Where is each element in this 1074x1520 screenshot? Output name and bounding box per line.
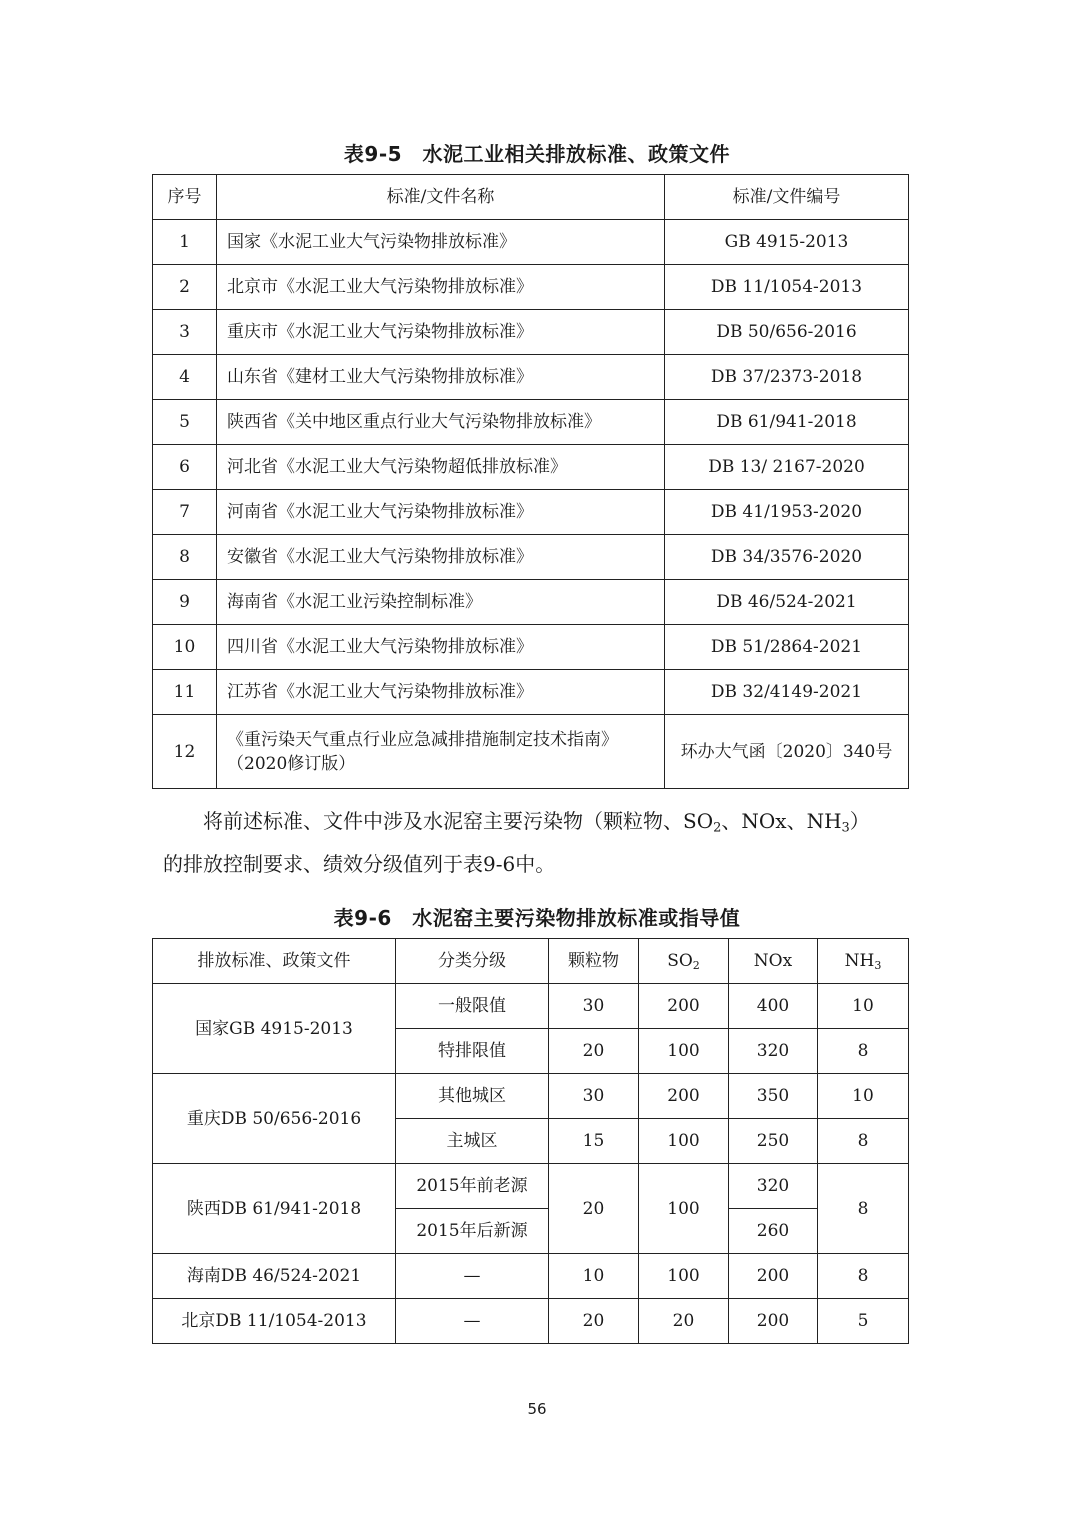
cell-name: 山东省《建材工业大气污染物排放标准》 [217, 355, 665, 400]
table-row-12 [153, 715, 909, 789]
cell-pm: 20 [549, 1164, 639, 1254]
cell-class: 2015年后新源 [396, 1209, 549, 1254]
cell-no: 4 [153, 355, 217, 400]
cell-nh3: 10 [818, 984, 909, 1029]
table-row [153, 535, 909, 580]
cell-so2: 200 [639, 1074, 729, 1119]
table-9-5-caption: 表9-5 水泥工业相关排放标准、政策文件 [343, 142, 731, 166]
cell-so2: 100 [639, 1164, 729, 1254]
cell-doc: 海南DB 46/524-2021 [153, 1254, 396, 1299]
cell-nh3: 8 [818, 1164, 909, 1254]
cell-nox: 320 [729, 1029, 818, 1074]
header-nox: NOx [729, 939, 818, 984]
cell-nox: 200 [729, 1299, 818, 1344]
table-row [153, 1299, 909, 1344]
cell-name: 国家《水泥工业大气污染物排放标准》 [217, 220, 665, 265]
cell-pm: 30 [549, 1074, 639, 1119]
cell-so2: 100 [639, 1029, 729, 1074]
cell-code: DB 11/1054-2013 [665, 265, 909, 310]
cell-nh3: 8 [818, 1029, 909, 1074]
cell-class: — [396, 1254, 549, 1299]
cell-no: 6 [153, 445, 217, 490]
table-row [153, 220, 909, 265]
table-9-6-caption: 表9-6 水泥窑主要污染物排放标准或指导值 [333, 906, 741, 930]
cell-no: 10 [153, 625, 217, 670]
para-text-c: ） [849, 809, 870, 833]
table-row [153, 355, 909, 400]
cell-pm: 15 [549, 1119, 639, 1164]
table-row [153, 310, 909, 355]
cell-no: 9 [153, 580, 217, 625]
table-row [153, 265, 909, 310]
cell-class: 其他城区 [396, 1074, 549, 1119]
header-nh3: $NH_3$ [818, 939, 909, 984]
cell-no: 5 [153, 400, 217, 445]
cell-nox: 350 [729, 1074, 818, 1119]
page-number: 56 [527, 1400, 547, 1418]
cell-code: DB 61/941-2018 [665, 400, 909, 445]
cell-class: 2015年前老源 [396, 1164, 549, 1209]
table-row [153, 1164, 909, 1209]
cell-so2: 100 [639, 1119, 729, 1164]
cell-code: DB 37/2373-2018 [665, 355, 909, 400]
table-row [153, 490, 909, 535]
cell-nox: 250 [729, 1119, 818, 1164]
cell-name-line1: 《重污染天气重点行业应急减排措施制定技术指南》 [227, 729, 618, 750]
cell-no: 8 [153, 535, 217, 580]
table-row [153, 1074, 909, 1119]
table-row [153, 400, 909, 445]
cell-nox: 260 [729, 1209, 818, 1254]
table-row [153, 670, 909, 715]
table-row [153, 625, 909, 670]
header-code: 标准/文件编号 [665, 175, 909, 220]
cell-no: 1 [153, 220, 217, 265]
paragraph-line-2: 的排放控制要求、绩效分级值列于表9-6中。 [163, 852, 556, 876]
table-row [153, 984, 909, 1029]
cell-nh3: 10 [818, 1074, 909, 1119]
header-class: 分类分级 [396, 939, 549, 984]
header-name: 标准/文件名称 [217, 175, 665, 220]
cell-name-line2: （2020修订版） [227, 753, 356, 774]
cell-pm: 30 [549, 984, 639, 1029]
cell-pm: 20 [549, 1299, 639, 1344]
para-sub-nh3: 3 [841, 820, 850, 836]
header-no: 序号 [153, 175, 217, 220]
cell-doc: 陕西DB 61/941-2018 [153, 1164, 396, 1254]
table-row [153, 445, 909, 490]
cell-name: 重庆市《水泥工业大气污染物排放标准》 [217, 310, 665, 355]
cell-nox: 320 [729, 1164, 818, 1209]
cell-code: DB 51/2864-2021 [665, 625, 909, 670]
cell-code: DB 50/656-2016 [665, 310, 909, 355]
cell-name: 河南省《水泥工业大气污染物排放标准》 [217, 490, 665, 535]
cell-code: DB 34/3576-2020 [665, 535, 909, 580]
cell-name [217, 715, 665, 789]
cell-code: GB 4915-2013 [665, 220, 909, 265]
cell-code: DB 13/ 2167-2020 [665, 445, 909, 490]
cell-nh3: 5 [818, 1299, 909, 1344]
cell-name: 四川省《水泥工业大气污染物排放标准》 [217, 625, 665, 670]
cell-no: 2 [153, 265, 217, 310]
cell-name: 河北省《水泥工业大气污染物超低排放标准》 [217, 445, 665, 490]
cell-so2: 20 [639, 1299, 729, 1344]
cell-doc: 北京DB 11/1054-2013 [153, 1299, 396, 1344]
cell-nh3: 8 [818, 1254, 909, 1299]
emission-limits-table [152, 938, 909, 1344]
standards-table [152, 174, 909, 789]
cell-pm: 20 [549, 1029, 639, 1074]
paragraph-line-1 [163, 802, 909, 840]
cell-nox: 400 [729, 984, 818, 1029]
cell-code: DB 46/524-2021 [665, 580, 909, 625]
table-row [153, 580, 909, 625]
cell-doc: 国家GB 4915-2013 [153, 984, 396, 1074]
cell-pm: 10 [549, 1254, 639, 1299]
cell-so2: 100 [639, 1254, 729, 1299]
table-header-row [153, 175, 909, 220]
header-doc: 排放标准、政策文件 [153, 939, 396, 984]
header-pm: 颗粒物 [549, 939, 639, 984]
cell-name: 海南省《水泥工业污染控制标准》 [217, 580, 665, 625]
header-so2: $SO_2$ [639, 939, 729, 984]
cell-code: DB 41/1953-2020 [665, 490, 909, 535]
cell-class: 特排限值 [396, 1029, 549, 1074]
cell-so2: 200 [639, 984, 729, 1029]
cell-name: 安徽省《水泥工业大气污染物排放标准》 [217, 535, 665, 580]
cell-class: — [396, 1299, 549, 1344]
cell-no: 7 [153, 490, 217, 535]
cell-name: 北京市《水泥工业大气污染物排放标准》 [217, 265, 665, 310]
cell-nh3: 8 [818, 1119, 909, 1164]
cell-no: 3 [153, 310, 217, 355]
cell-code: DB 32/4149-2021 [665, 670, 909, 715]
cell-no: 12 [153, 715, 217, 789]
cell-name: 江苏省《水泥工业大气污染物排放标准》 [217, 670, 665, 715]
cell-code: 环办大气函〔2020〕340号 [665, 715, 909, 789]
cell-class: 一般限值 [396, 984, 549, 1029]
para-text-a: 将前述标准、文件中涉及水泥窑主要污染物（颗粒物、SO [203, 809, 714, 833]
cell-no: 11 [153, 670, 217, 715]
para-sub-so2: 2 [713, 820, 722, 836]
para-text-b: 、NOx、NH [721, 809, 842, 833]
cell-doc: 重庆DB 50/656-2016 [153, 1074, 396, 1164]
cell-class: 主城区 [396, 1119, 549, 1164]
cell-name: 陕西省《关中地区重点行业大气污染物排放标准》 [217, 400, 665, 445]
table-header-row [153, 939, 909, 984]
table-row [153, 1254, 909, 1299]
cell-nox: 200 [729, 1254, 818, 1299]
